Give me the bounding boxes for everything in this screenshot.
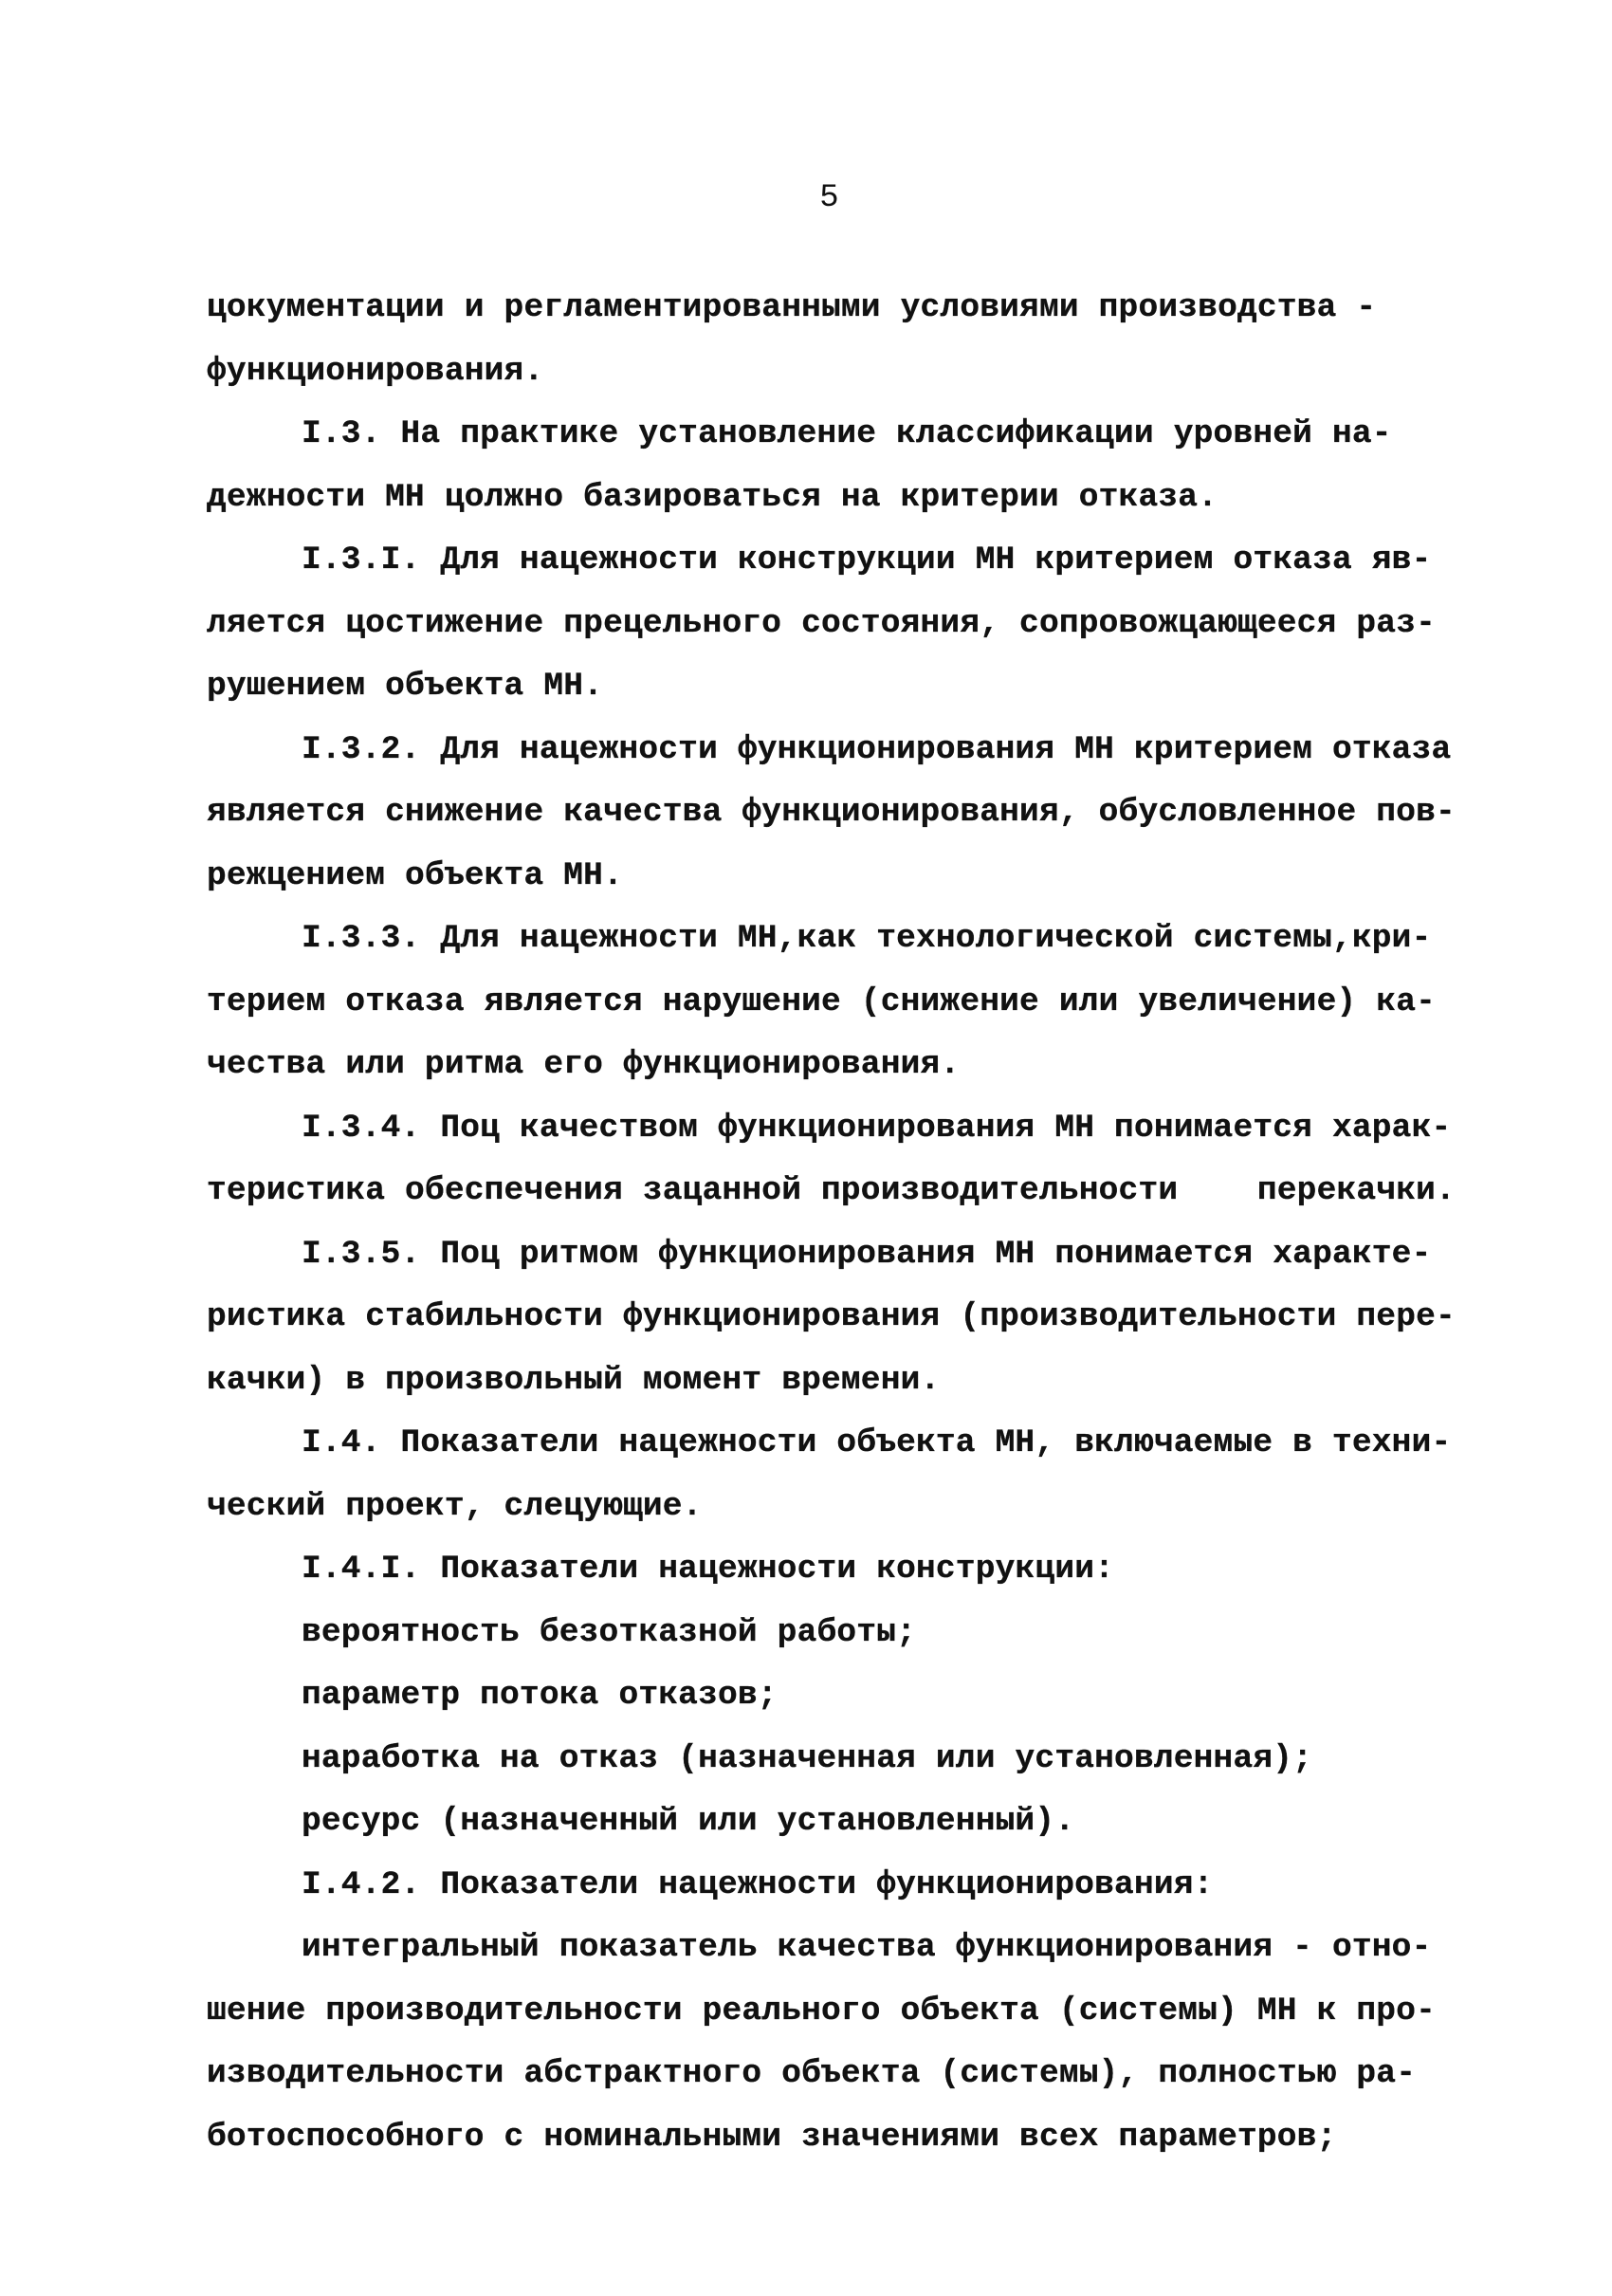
- text-line: I.3.3. Для нацежности МН,как технологической системы,кри-: [302, 920, 1432, 957]
- text-line: рушением объекта МН.: [207, 668, 604, 705]
- text-line: дежности МН цолжно базироваться на критерии отказа.: [207, 478, 1218, 516]
- text-line: интегральный показатель качества функционирования - отно-: [302, 1929, 1432, 1966]
- text-line: теристика обеспечения зацанной производительности перекачки.: [207, 1172, 1456, 1209]
- text-line: вероятность безотказной работы;: [302, 1613, 917, 1651]
- text-line: изводительности абстрактного объекта (системы), полностью ра-: [207, 2055, 1417, 2092]
- text-line: ческий проект, слецующие.: [207, 1487, 703, 1525]
- text-line: I.3.5. Поц ритмом функционирования МН понимается характе-: [302, 1235, 1432, 1273]
- text-line: I.3. На практике установление классификации уровней на-: [302, 415, 1392, 452]
- page-number: 5: [819, 180, 840, 216]
- text-line: параметр потока отказов;: [302, 1677, 778, 1714]
- text-line: ристика стабильности функционирования (производительности пере-: [207, 1298, 1456, 1335]
- text-line: режцением объекта МН.: [207, 856, 623, 894]
- text-line: является снижение качества функционирования, обусловленное пов-: [207, 794, 1456, 831]
- text-line: наработка на отказ (назначенная или установленная);: [302, 1739, 1313, 1777]
- text-line: I.3.4. Поц качеством функционирования МН понимается харак-: [302, 1109, 1452, 1147]
- text-line: качки) в произвольный момент времени.: [207, 1361, 941, 1399]
- text-line: I.3.I. Для нацежности конструкции МН критерием отказа яв-: [302, 542, 1432, 579]
- text-line: ляется цостижение прецельного состояния, сопровожцающееся раз-: [207, 604, 1437, 642]
- text-line: ресурс (назначенный или установленный).: [302, 1803, 1075, 1840]
- text-line: функционирования.: [207, 352, 544, 390]
- text-line: шение производительности реального объекта (системы) МН к про-: [207, 1992, 1437, 2030]
- text-line: I.4.2. Показатели нацежности функционирования:: [302, 1865, 1214, 1903]
- text-line: цокументации и регламентированными условиями производства -: [207, 289, 1377, 326]
- text-line: чества или ритма его функционирования.: [207, 1046, 961, 1083]
- text-line: I.4.I. Показатели нацежности конструкции:: [302, 1551, 1115, 1588]
- text-line: терием отказа является нарушение (снижение или увеличение) ка-: [207, 983, 1437, 1020]
- text-line: I.4. Показатели нацежности объекта МН, включаемые в техни-: [302, 1424, 1452, 1461]
- text-line: I.3.2. Для нацежности функционирования МН критерием отказа: [302, 730, 1452, 768]
- document-body: [207, 277, 1456, 2169]
- text-line: ботоспособного с номинальными значениями всех параметров;: [207, 2118, 1337, 2156]
